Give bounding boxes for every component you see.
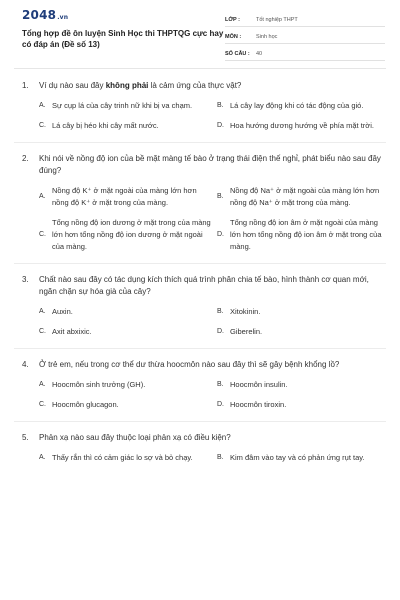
option-text: Hoocmôn tiroxin. bbox=[230, 400, 287, 409]
question-text: Ở trẻ em, nếu trong cơ thể dư thừa hoocmôn nào sau đây thì sẽ gây bệnh khổng lồ? bbox=[39, 360, 340, 369]
question-text: Chất nào sau đây có tác dụng kích thích quá trình phân chia tế bào, hình thành cơ quan mới, ngăn chặn sự hóa già của cây? bbox=[39, 275, 369, 296]
option-letter: A. bbox=[39, 381, 46, 388]
question-number: 3. bbox=[22, 275, 29, 284]
question-separator bbox=[14, 142, 386, 143]
options-grid bbox=[39, 452, 384, 464]
option-a[interactable] bbox=[39, 100, 211, 112]
question-text: Ví dụ nào sau đây không phải là cảm ứng của thực vật? bbox=[39, 81, 242, 90]
option-text: Hoocmôn glucagon. bbox=[52, 400, 119, 409]
option-text: Tổng nồng độ ion âm ở mặt ngoài của màng lớn hơn tổng nồng độ ion âm ở mặt trong của màng. bbox=[230, 218, 382, 251]
question-list bbox=[0, 80, 400, 464]
option-text: Axit abxixic. bbox=[52, 327, 92, 336]
document-meta bbox=[225, 13, 385, 64]
option-letter: C. bbox=[39, 122, 46, 129]
question-number: 5. bbox=[22, 433, 29, 442]
option-letter: C. bbox=[39, 328, 46, 335]
option-letter: D. bbox=[217, 328, 224, 335]
option-a[interactable] bbox=[39, 452, 211, 464]
question-separator bbox=[14, 348, 386, 349]
question-number: 4. bbox=[22, 360, 29, 369]
option-text: Xitokinin. bbox=[230, 307, 261, 316]
option-text: Lá cây lay động khi có tác động của gió. bbox=[230, 101, 364, 110]
meta-value: 40 bbox=[256, 50, 263, 57]
question-separator bbox=[14, 263, 386, 264]
option-letter: B. bbox=[217, 193, 224, 200]
option-letter: C. bbox=[39, 401, 46, 408]
option-c[interactable] bbox=[39, 217, 211, 253]
option-b[interactable] bbox=[217, 185, 389, 209]
header-divider bbox=[14, 68, 386, 69]
option-text: Tổng nồng độ ion dương ở mặt trong của màng lớn hơn tổng nồng độ ion dương ở mặt ngoài của màng. bbox=[52, 218, 211, 251]
option-text: Sự cụp lá của cây trinh nữ khi bị va chạm. bbox=[52, 101, 193, 110]
option-a[interactable] bbox=[39, 306, 211, 318]
meta-row-grade bbox=[225, 13, 385, 27]
option-d[interactable] bbox=[217, 399, 389, 411]
options-grid bbox=[39, 379, 384, 411]
meta-label: SỐ CÂU : bbox=[225, 50, 250, 57]
question-3 bbox=[0, 274, 400, 338]
option-d[interactable] bbox=[217, 326, 389, 338]
option-a[interactable] bbox=[39, 185, 211, 209]
option-b[interactable] bbox=[217, 306, 389, 318]
option-letter: B. bbox=[217, 454, 224, 461]
logo-suffix: .vn bbox=[57, 14, 69, 21]
option-letter: B. bbox=[217, 308, 224, 315]
options-grid bbox=[39, 185, 384, 253]
question-2 bbox=[0, 153, 400, 253]
option-letter: B. bbox=[217, 102, 224, 109]
question-number: 2. bbox=[22, 154, 29, 163]
option-letter: D. bbox=[217, 231, 224, 238]
meta-row-count bbox=[225, 47, 385, 61]
question-5 bbox=[0, 432, 400, 464]
question-number: 1. bbox=[22, 81, 29, 90]
options-grid bbox=[39, 306, 384, 338]
question-text: Khi nói về nồng độ ion của bề mặt màng tế bào ở trạng thái điện thế nghỉ, phát biểu nào sau đây đúng? bbox=[39, 154, 381, 175]
option-text: Kim đâm vào tay và có phản ứng rụt tay. bbox=[230, 453, 365, 462]
meta-label: LỚP : bbox=[225, 16, 240, 23]
option-text: Nồng độ K⁺ ở mặt ngoài của màng lớn hơn nồng độ K⁺ ở mặt trong của màng. bbox=[52, 186, 197, 207]
option-letter: D. bbox=[217, 401, 224, 408]
question-1 bbox=[0, 80, 400, 132]
option-letter: A. bbox=[39, 102, 46, 109]
option-letter: A. bbox=[39, 308, 46, 315]
option-text: Hoocmôn sinh trưởng (GH). bbox=[52, 380, 146, 389]
meta-value: Sinh học bbox=[256, 33, 278, 40]
option-letter: C. bbox=[39, 231, 46, 238]
option-text: Lá cây bị héo khi cây mất nước. bbox=[52, 121, 159, 130]
meta-value: Tốt nghiệp THPT bbox=[256, 16, 298, 23]
logo-text: 2048 bbox=[22, 8, 57, 22]
option-b[interactable] bbox=[217, 452, 389, 464]
option-letter: D. bbox=[217, 122, 224, 129]
option-text: Giberelin. bbox=[230, 327, 263, 336]
option-b[interactable] bbox=[217, 379, 389, 391]
option-text: Nồng độ Na⁺ ở mặt ngoài của màng lớn hơn nồng độ Na⁺ ở mặt trong của màng. bbox=[230, 186, 380, 207]
option-b[interactable] bbox=[217, 100, 389, 112]
option-d[interactable] bbox=[217, 120, 389, 132]
option-text: Thấy rắn thì có cảm giác lo sợ và bỏ chạy. bbox=[52, 453, 193, 462]
option-letter: A. bbox=[39, 454, 46, 461]
option-letter: A. bbox=[39, 193, 46, 200]
meta-label: MÔN : bbox=[225, 33, 242, 40]
option-c[interactable] bbox=[39, 120, 211, 132]
option-text: Auxin. bbox=[52, 307, 73, 316]
options-grid bbox=[39, 100, 384, 132]
question-4 bbox=[0, 359, 400, 411]
option-c[interactable] bbox=[39, 399, 211, 411]
option-text: Hoocmôn insulin. bbox=[230, 380, 288, 389]
option-text: Hoa hướng dương hướng về phía mặt trời. bbox=[230, 121, 374, 130]
option-letter: B. bbox=[217, 381, 224, 388]
document-title: Tổng hợp đề ôn luyện Sinh Học thi THPTQG cực hay có đáp án (Đề số 13) bbox=[22, 29, 224, 49]
option-c[interactable] bbox=[39, 326, 211, 338]
question-text: Phản xạ nào sau đây thuộc loại phản xạ có điều kiện? bbox=[39, 433, 231, 442]
option-a[interactable] bbox=[39, 379, 211, 391]
question-separator bbox=[14, 421, 386, 422]
meta-row-subject bbox=[225, 30, 385, 44]
option-d[interactable] bbox=[217, 217, 389, 253]
